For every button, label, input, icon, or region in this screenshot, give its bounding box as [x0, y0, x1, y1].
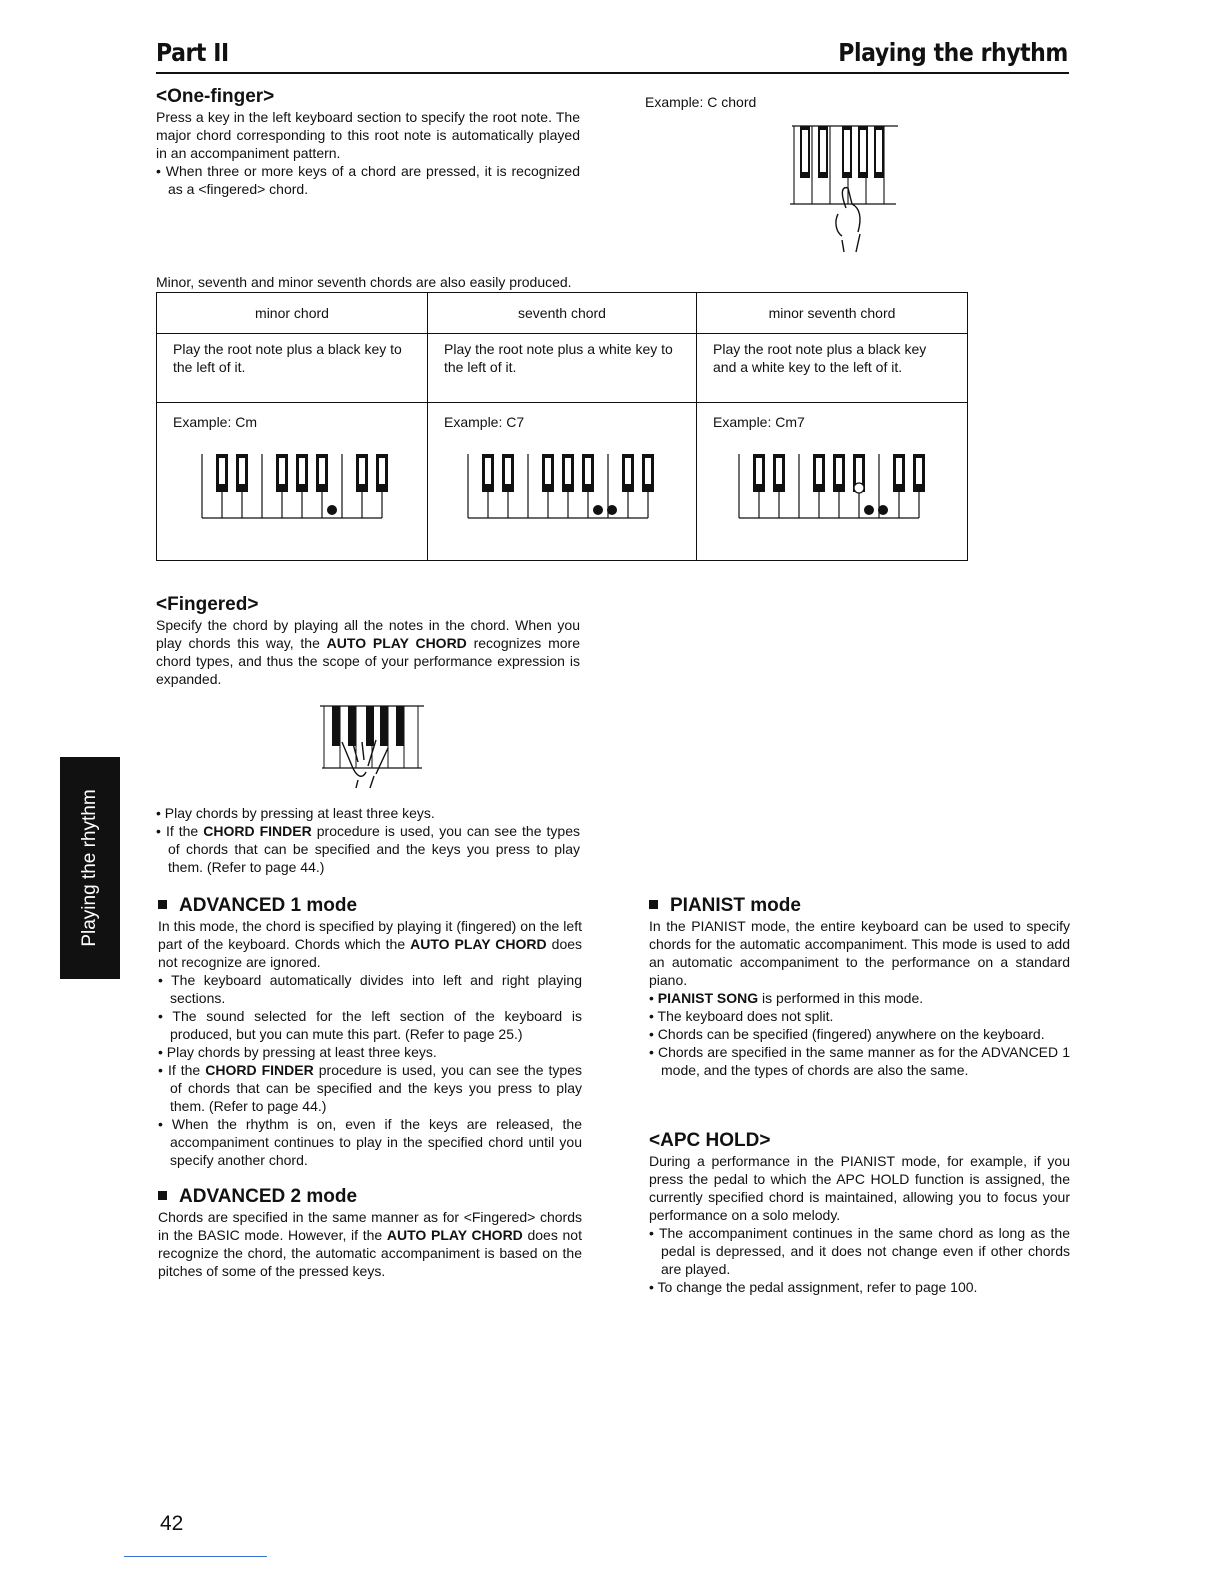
apc-hold-body: During a performance in the PIANIST mode, for example, if you press the pedal to which the APC HOLD function is assigned, the currently specified chord is maintained, allowing you to focus your performance on a solo melody.	[649, 1153, 1070, 1223]
advanced1-bullet-1: • The keyboard automatically divides into left and right playing sections.	[158, 971, 582, 1007]
example-cm7-label: Example: Cm7	[713, 414, 805, 430]
advanced1-bullet-2: • The sound selected for the left section of the keyboard is produced, but you can mute this part. (Refer to page 25.)	[158, 1007, 582, 1043]
example-cm-label: Example: Cm	[173, 414, 258, 430]
fingered-bullet-1: • Play chords by pressing at least three keys.	[156, 804, 580, 822]
fingered-body: Specify the chord by playing all the notes in the chord. When you play chords this way, the AUTO PLAY CHORD recognizes more chord types, and thus the scope of your performance expression is expanded.	[156, 617, 580, 687]
header-minor-seventh-chord: minor seventh chord	[697, 293, 968, 334]
fingered-section	[156, 594, 580, 688]
footer-rule	[124, 1556, 267, 1557]
advanced1-bullet-5: • When the rhythm is on, even if the keys are released, the accompaniment continues to play in the specified chord until you specify another chord.	[158, 1115, 582, 1169]
advanced2-title: ADVANCED 2 mode	[179, 1186, 358, 1207]
desc-minor-seventh-chord: Play the root note plus a black key and a white key to the left of it.	[697, 334, 968, 403]
c-chord-example-label: Example: C chord	[645, 94, 757, 110]
pianist-bullet-2: • The keyboard does not split.	[649, 1007, 1070, 1025]
header-rule	[156, 72, 1069, 74]
cm7-keyboard-diagram	[737, 452, 927, 522]
advanced1-title: ADVANCED 1 mode	[179, 895, 358, 916]
cm-keyboard-diagram	[200, 452, 390, 522]
square-bullet-icon	[649, 900, 658, 909]
section-title: Playing the rhythm	[838, 38, 1068, 67]
apc-hold-title: <APC HOLD>	[649, 1130, 771, 1151]
desc-seventh-chord: Play the root note plus a white key to the left of it.	[428, 334, 697, 403]
pianist-bullet-3: • Chords can be specified (fingered) anywhere on the keyboard.	[649, 1025, 1070, 1043]
side-tab	[60, 757, 120, 979]
advanced2-section	[158, 1186, 582, 1280]
one-finger-section	[156, 86, 580, 198]
square-bullet-icon	[158, 900, 167, 909]
advanced1-body: In this mode, the chord is specified by playing it (fingered) on the left part of the keyboard. Chords which the AUTO PLAY CHORD does not recognize are ignored.	[158, 918, 583, 970]
part-label: Part II	[156, 38, 229, 67]
pianist-section	[649, 895, 1070, 1079]
side-tab-label: Playing the rhythm	[79, 789, 100, 947]
desc-minor-chord: Play the root note plus a black key to the left of it.	[157, 334, 428, 403]
pianist-bullet-4: • Chords are specified in the same manner as for the ADVANCED 1 mode, and the types of chords are also the same.	[649, 1043, 1070, 1079]
pianist-body: In the PIANIST mode, the entire keyboard can be used to specify chords for the automatic accompaniment. This mode is used to add an automatic accompaniment to the performance on a standard piano.	[649, 918, 1070, 988]
fingered-bullets	[156, 804, 580, 876]
one-finger-bullet: • When three or more keys of a chord are pressed, it is recognized as a <fingered> chord.	[156, 162, 580, 198]
c-chord-keyboard-illustration	[790, 122, 900, 257]
advanced1-bullet-4: • If the CHORD FINDER procedure is used, you can see the types of chords that can be specified and the keys you press to play them. (Refer to page 44.)	[158, 1061, 582, 1115]
apc-hold-bullet-2: • To change the pedal assignment, refer to page 100.	[649, 1278, 1070, 1296]
pianist-title: PIANIST mode	[670, 895, 801, 916]
header-minor-chord: minor chord	[157, 293, 428, 334]
fingered-bullet-2: • If the CHORD FINDER procedure is used, you can see the types of chords that can be specified and the keys you press to play them. (Refer to page 44.)	[156, 822, 580, 876]
c7-keyboard-diagram	[466, 452, 656, 522]
chord-intro: Minor, seventh and minor seventh chords are also easily produced.	[156, 274, 572, 290]
example-c7-label: Example: C7	[444, 414, 525, 430]
advanced1-bullet-3: • Play chords by pressing at least three keys.	[158, 1043, 582, 1061]
square-bullet-icon	[158, 1191, 167, 1200]
fingered-hand-keyboard-illustration	[318, 702, 428, 792]
pianist-bullet-1: • PIANIST SONG is performed in this mode.	[649, 989, 1070, 1007]
fingered-title: <Fingered>	[156, 594, 259, 615]
advanced1-section	[158, 895, 582, 1169]
apc-hold-bullet-1: • The accompaniment continues in the same chord as long as the pedal is depressed, and it does not change even if other chords are played.	[649, 1224, 1070, 1278]
apc-hold-section	[649, 1130, 1070, 1296]
one-finger-title: <One-finger>	[156, 86, 275, 107]
advanced2-body: Chords are specified in the same manner as for <Fingered> chords in the BASIC mode. However, if the AUTO PLAY CHORD does not recognize the chord, the automatic accompaniment is based on the pitches of some of the pressed keys.	[158, 1209, 582, 1279]
page-number: 42	[160, 1512, 184, 1535]
header-seventh-chord: seventh chord	[428, 293, 697, 334]
one-finger-body: Press a key in the left keyboard section to specify the root note. The major chord corresponding to this root note is automatically played in an accompaniment pattern.	[156, 109, 580, 161]
